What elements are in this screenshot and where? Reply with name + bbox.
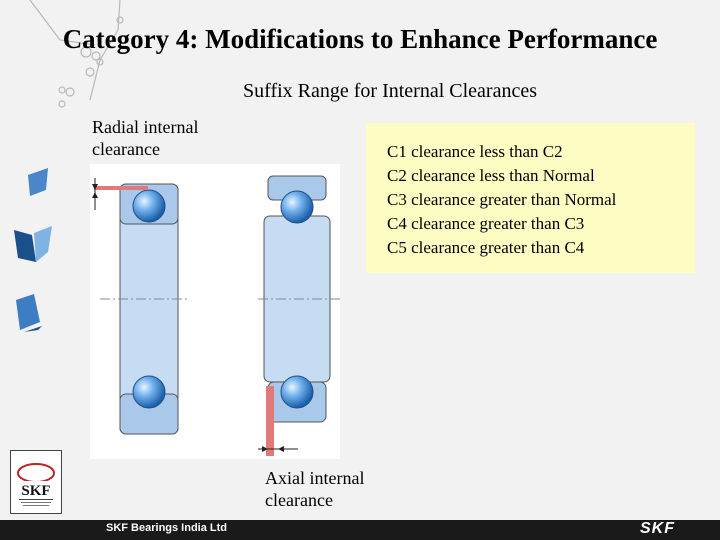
- skf-learning-center-logo: [10, 450, 62, 514]
- clearance-item-c4: C4 clearance greater than C3: [387, 214, 585, 233]
- svg-text:SKF: SKF: [21, 483, 51, 499]
- clearance-item-c2: C2 clearance less than Normal: [387, 166, 595, 185]
- clearance-list-box: [366, 123, 695, 273]
- subtitle: Suffix Range for Internal Clearances: [243, 80, 537, 102]
- radial-clearance-label: [92, 116, 198, 160]
- footer-bar: [0, 520, 720, 540]
- radial-label-line-1: Radial internal: [92, 117, 199, 137]
- clearance-item-c5: C5 clearance greater than C4: [387, 238, 585, 257]
- skf-logo: SKF: [640, 520, 675, 537]
- page-title: Category 4: Modifications to Enhance Performance: [62, 24, 658, 54]
- axial-clearance-label: [265, 467, 364, 511]
- footer-company: SKF Bearings India Ltd: [106, 522, 228, 534]
- axial-label-line-1: Axial internal: [265, 468, 365, 488]
- bearing-clearance-diagram: [90, 164, 350, 464]
- clearance-item-c1: C1 clearance less than C2: [387, 142, 563, 161]
- radial-label-line-2: clearance: [92, 139, 160, 159]
- clearance-item-c3: C3 clearance greater than Normal: [387, 190, 617, 209]
- axial-label-line-2: clearance: [265, 490, 333, 510]
